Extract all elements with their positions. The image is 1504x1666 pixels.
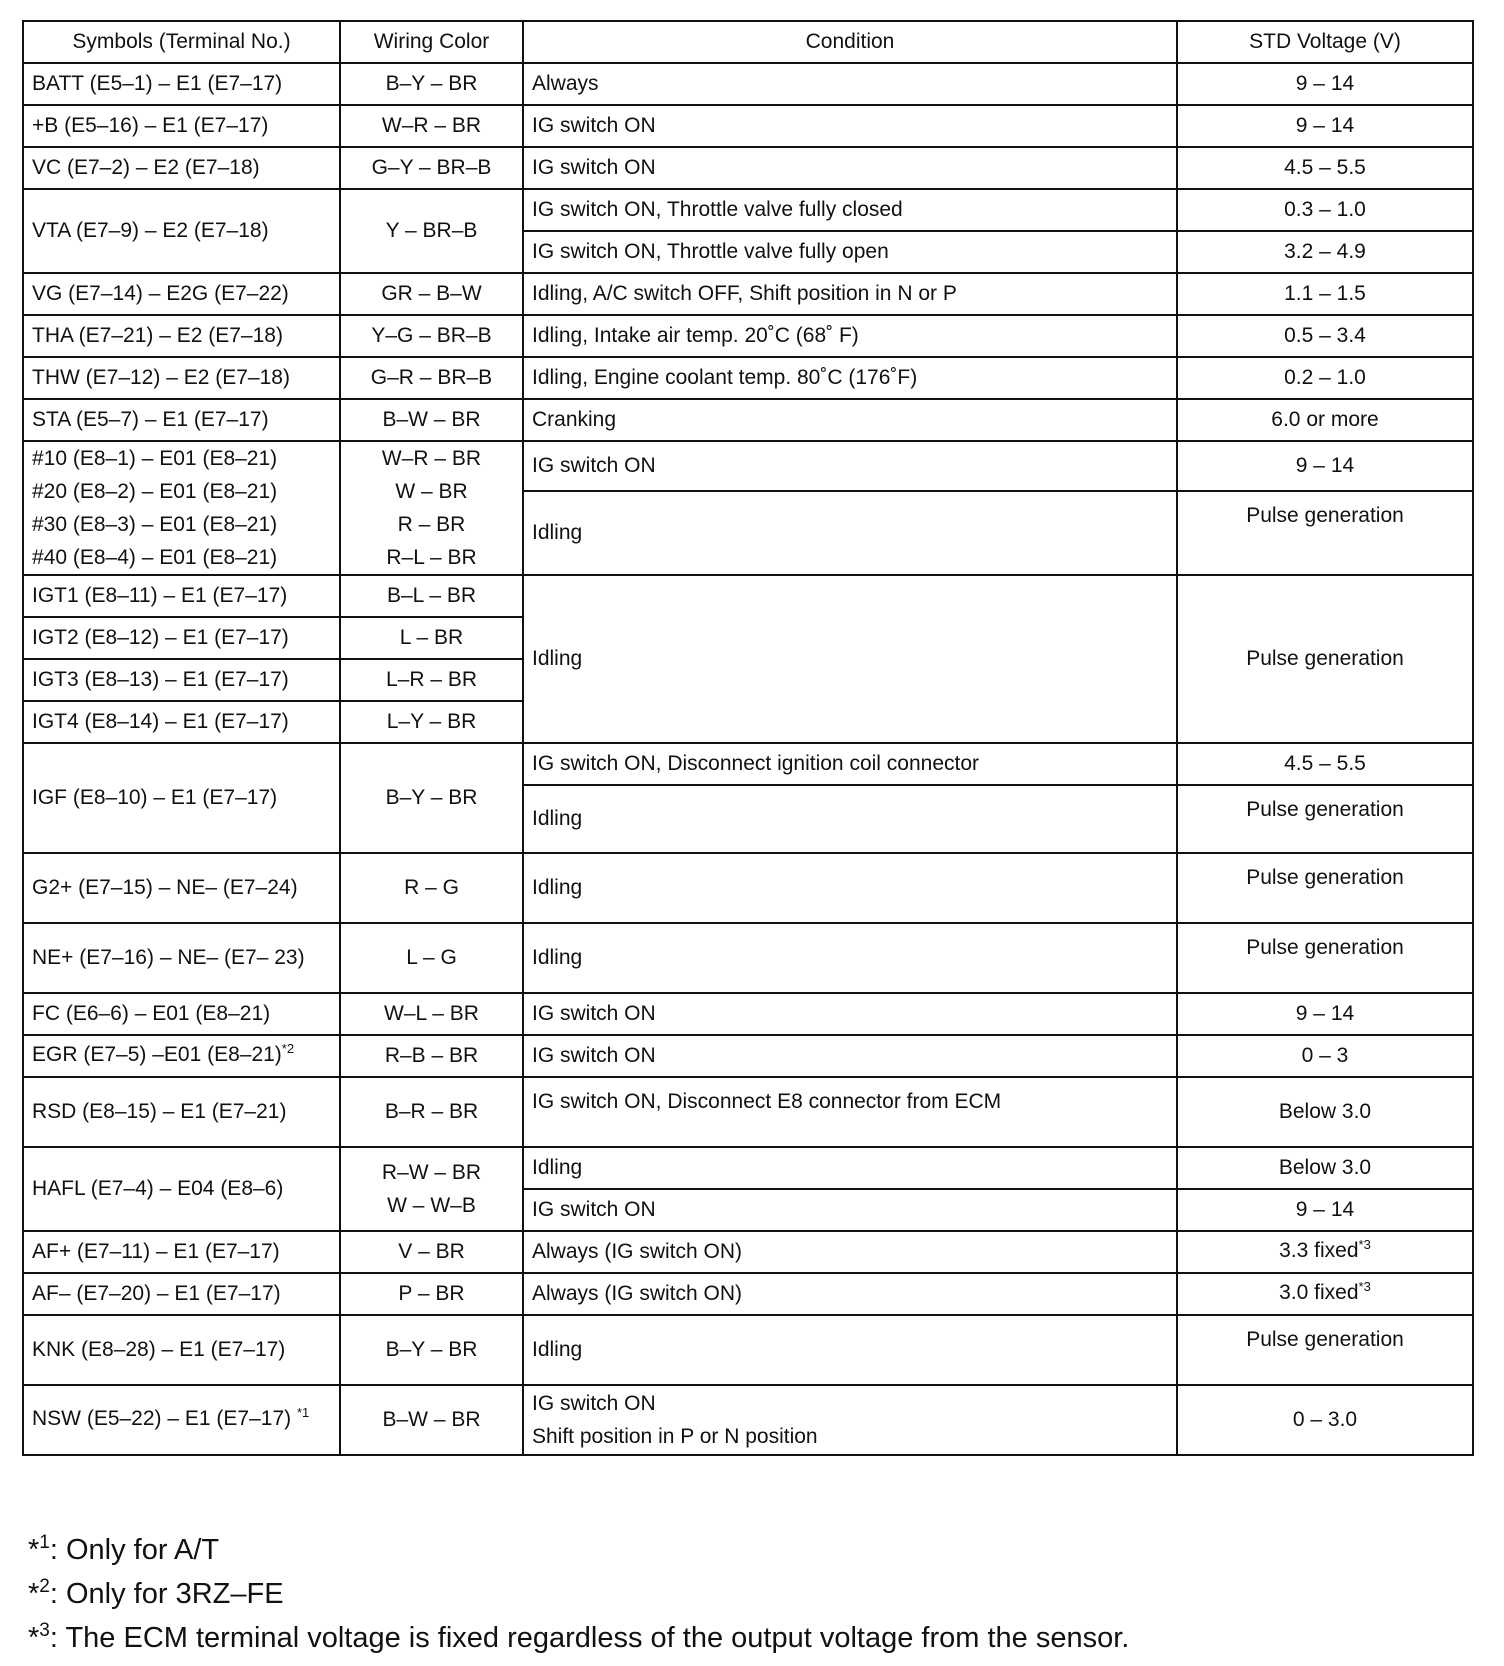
cell-symbol: THA (E7–21) – E2 (E7–18) bbox=[23, 315, 340, 357]
table-row-af-minus bbox=[23, 1273, 1473, 1315]
cell-wiring: B–L – BR bbox=[340, 575, 523, 617]
cell-wiring: V – BR bbox=[340, 1231, 523, 1273]
table-row-thw bbox=[23, 357, 1473, 399]
footnote-text: : Only for 3RZ–FE bbox=[49, 1578, 284, 1610]
cell-symbol: AF+ (E7–11) – E1 (E7–17) bbox=[23, 1231, 340, 1273]
cell-wiring: B–W – BR bbox=[340, 399, 523, 441]
cell-voltage: Pulse generation bbox=[1177, 491, 1473, 575]
table-row-hafl bbox=[23, 1147, 1473, 1189]
nsw-condition-line: IG switch ON bbox=[532, 1392, 656, 1415]
cell-wiring: B–R – BR bbox=[340, 1077, 523, 1147]
cell-wiring-hafl bbox=[340, 1147, 523, 1231]
cell-voltage: 9 – 14 bbox=[1177, 1189, 1473, 1231]
cell-voltage: 4.5 – 5.5 bbox=[1177, 743, 1473, 785]
cell-voltage: Pulse generation bbox=[1177, 1315, 1473, 1385]
cell-wiring: Y – BR–B bbox=[340, 189, 523, 273]
cell-wiring: B–Y – BR bbox=[340, 743, 523, 853]
table-row-batt bbox=[23, 63, 1473, 105]
cell-symbol: BATT (E5–1) – E1 (E7–17) bbox=[23, 63, 340, 105]
cell-voltage: 0 – 3.0 bbox=[1177, 1385, 1473, 1455]
cell-condition: Cranking bbox=[523, 399, 1177, 441]
table-row-tha bbox=[23, 315, 1473, 357]
cell-wiring: L – G bbox=[340, 923, 523, 993]
header-symbols: Symbols (Terminal No.) bbox=[23, 21, 340, 63]
injector-symbol: #10 (E8–1) – E01 (E8–21) bbox=[32, 447, 278, 470]
table-row-plus-b bbox=[23, 105, 1473, 147]
cell-symbol: IGT2 (E8–12) – E1 (E7–17) bbox=[23, 617, 340, 659]
cell-symbol: THW (E7–12) – E2 (E7–18) bbox=[23, 357, 340, 399]
cell-voltage: Pulse generation bbox=[1177, 575, 1473, 743]
cell-symbol: STA (E5–7) – E1 (E7–17) bbox=[23, 399, 340, 441]
footnote-text: : The ECM terminal voltage is fixed regardless of the output voltage from the sensor. bbox=[49, 1622, 1130, 1654]
cell-voltage: 1.1 – 1.5 bbox=[1177, 273, 1473, 315]
cell-symbol: VC (E7–2) – E2 (E7–18) bbox=[23, 147, 340, 189]
injector-wiring: R–L – BR bbox=[386, 546, 477, 569]
cell-voltage: 6.0 or more bbox=[1177, 399, 1473, 441]
cell-wiring: B–Y – BR bbox=[340, 1315, 523, 1385]
cell-condition: IG switch ON bbox=[523, 1035, 1177, 1077]
table-header-row bbox=[23, 21, 1473, 63]
injector-wiring: R – BR bbox=[397, 513, 466, 536]
cell-condition-nsw bbox=[523, 1385, 1177, 1455]
cell-voltage: Pulse generation bbox=[1177, 853, 1473, 923]
table-row-nsw bbox=[23, 1385, 1473, 1455]
injector-wiring: W–R – BR bbox=[381, 447, 482, 470]
cell-condition: IG switch ON bbox=[523, 1189, 1177, 1231]
cell-symbol: IGT3 (E8–13) – E1 (E7–17) bbox=[23, 659, 340, 701]
afm-footnote-mark: *3 bbox=[1358, 1279, 1371, 1294]
cell-symbol: IGT4 (E8–14) – E1 (E7–17) bbox=[23, 701, 340, 743]
cell-wiring: GR – B–W bbox=[340, 273, 523, 315]
cell-condition: Idling bbox=[523, 785, 1177, 853]
cell-voltage: 9 – 14 bbox=[1177, 993, 1473, 1035]
afp-voltage-text: 3.3 fixed bbox=[1279, 1239, 1359, 1262]
footnote-3: *$^3$: The ECM terminal voltage is fixed regardless of the output voltage from the sensor. bbox=[28, 1620, 1130, 1654]
cell-wiring: G–R – BR–B bbox=[340, 357, 523, 399]
table-row-injectors bbox=[23, 441, 1473, 491]
injector-symbol: #40 (E8–4) – E01 (E8–21) bbox=[32, 546, 278, 569]
table-row-vta bbox=[23, 189, 1473, 231]
cell-condition: Idling, Intake air temp. 20˚C (68˚ F) bbox=[523, 315, 1177, 357]
cell-symbol-egr bbox=[23, 1035, 340, 1077]
table-row-egr bbox=[23, 1035, 1473, 1077]
cell-symbol: FC (E6–6) – E01 (E8–21) bbox=[23, 993, 340, 1035]
cell-voltage: 4.5 – 5.5 bbox=[1177, 147, 1473, 189]
header-wiring-color: Wiring Color bbox=[340, 21, 523, 63]
cell-wiring: B–W – BR bbox=[340, 1385, 523, 1455]
footnotes bbox=[28, 1530, 1129, 1662]
table-row-igf bbox=[23, 743, 1473, 785]
cell-symbol: AF– (E7–20) – E1 (E7–17) bbox=[23, 1273, 340, 1315]
cell-wiring: L–Y – BR bbox=[340, 701, 523, 743]
cell-voltage: 9 – 14 bbox=[1177, 441, 1473, 491]
table-row-igt1 bbox=[23, 575, 1473, 617]
cell-symbol: KNK (E8–28) – E1 (E7–17) bbox=[23, 1315, 340, 1385]
cell-symbol: VTA (E7–9) – E2 (E7–18) bbox=[23, 189, 340, 273]
cell-voltage: 0.2 – 1.0 bbox=[1177, 357, 1473, 399]
cell-symbol-nsw bbox=[23, 1385, 340, 1455]
cell-symbol: IGF (E8–10) – E1 (E7–17) bbox=[23, 743, 340, 853]
table-row-knk bbox=[23, 1315, 1473, 1385]
cell-voltage: 3.2 – 4.9 bbox=[1177, 231, 1473, 273]
table-row-vg bbox=[23, 273, 1473, 315]
cell-condition: Always (IG switch ON) bbox=[523, 1273, 1177, 1315]
cell-condition: Idling bbox=[523, 923, 1177, 993]
cell-condition: Idling bbox=[523, 853, 1177, 923]
table-row-fc bbox=[23, 993, 1473, 1035]
cell-condition: IG switch ON bbox=[523, 441, 1177, 491]
hafl-wiring: R–W – BR bbox=[381, 1161, 482, 1184]
table-row-ne bbox=[23, 923, 1473, 993]
cell-voltage-afp bbox=[1177, 1231, 1473, 1273]
cell-wiring: B–Y – BR bbox=[340, 63, 523, 105]
cell-symbol: RSD (E8–15) – E1 (E7–21) bbox=[23, 1077, 340, 1147]
cell-symbol: HAFL (E7–4) – E04 (E8–6) bbox=[23, 1147, 340, 1231]
cell-wiring: G–Y – BR–B bbox=[340, 147, 523, 189]
cell-wiring-injectors bbox=[340, 441, 523, 575]
cell-voltage: 0 – 3 bbox=[1177, 1035, 1473, 1077]
table-row-af-plus bbox=[23, 1231, 1473, 1273]
cell-condition: IG switch ON, Throttle valve fully open bbox=[523, 231, 1177, 273]
afp-footnote-mark: *3 bbox=[1358, 1237, 1371, 1252]
cell-condition: Idling, A/C switch OFF, Shift position in N or P bbox=[523, 273, 1177, 315]
cell-voltage: 9 – 14 bbox=[1177, 63, 1473, 105]
footnote-text: : Only for A/T bbox=[49, 1534, 220, 1566]
nsw-condition-line: Shift position in P or N position bbox=[532, 1425, 818, 1448]
cell-symbol: IGT1 (E8–11) – E1 (E7–17) bbox=[23, 575, 340, 617]
cell-symbol: G2+ (E7–15) – NE– (E7–24) bbox=[23, 853, 340, 923]
injector-symbol: #20 (E8–2) – E01 (E8–21) bbox=[32, 480, 278, 503]
cell-wiring: W–R – BR bbox=[340, 105, 523, 147]
cell-voltage: 9 – 14 bbox=[1177, 105, 1473, 147]
injector-symbol: #30 (E8–3) – E01 (E8–21) bbox=[32, 513, 278, 536]
header-condition: Condition bbox=[523, 21, 1177, 63]
cell-condition: Idling bbox=[523, 1315, 1177, 1385]
footnote-number: 3 bbox=[39, 1620, 50, 1641]
footnote-number: 2 bbox=[39, 1576, 50, 1597]
cell-wiring: L–R – BR bbox=[340, 659, 523, 701]
cell-condition: IG switch ON, Disconnect E8 connector from ECM bbox=[523, 1077, 1177, 1147]
afm-voltage-text: 3.0 fixed bbox=[1279, 1281, 1359, 1304]
cell-condition: Always (IG switch ON) bbox=[523, 1231, 1177, 1273]
cell-symbol: VG (E7–14) – E2G (E7–22) bbox=[23, 273, 340, 315]
cell-wiring: P – BR bbox=[340, 1273, 523, 1315]
footnote-2: *$^2$: Only for 3RZ–FE bbox=[28, 1576, 284, 1610]
cell-voltage-afm bbox=[1177, 1273, 1473, 1315]
cell-voltage: Below 3.0 bbox=[1177, 1077, 1473, 1147]
table-row-vc bbox=[23, 147, 1473, 189]
cell-symbol: NE+ (E7–16) – NE– (E7– 23) bbox=[23, 923, 340, 993]
egr-symbol-text: EGR (E7–5) –E01 (E8–21) bbox=[32, 1043, 282, 1066]
cell-condition: Idling bbox=[523, 575, 1177, 743]
table-row-sta bbox=[23, 399, 1473, 441]
egr-footnote-mark: *2 bbox=[281, 1041, 295, 1056]
cell-voltage: 0.5 – 3.4 bbox=[1177, 315, 1473, 357]
injector-wiring: W – BR bbox=[395, 480, 468, 503]
cell-wiring: L – BR bbox=[340, 617, 523, 659]
nsw-footnote-mark: *1 bbox=[296, 1405, 310, 1420]
cell-wiring: R–B – BR bbox=[340, 1035, 523, 1077]
cell-voltage: Pulse generation bbox=[1177, 923, 1473, 993]
table-row-rsd bbox=[23, 1077, 1473, 1147]
cell-symbol: +B (E5–16) – E1 (E7–17) bbox=[23, 105, 340, 147]
hafl-wiring: W – W–B bbox=[387, 1194, 476, 1217]
terminal-voltage-table bbox=[22, 20, 1474, 1456]
cell-wiring: Y–G – BR–B bbox=[340, 315, 523, 357]
cell-condition: IG switch ON bbox=[523, 105, 1177, 147]
cell-condition: Idling bbox=[523, 491, 1177, 575]
cell-condition: IG switch ON, Throttle valve fully closed bbox=[523, 189, 1177, 231]
cell-condition: IG switch ON, Disconnect ignition coil connector bbox=[523, 743, 1177, 785]
cell-condition: Idling bbox=[523, 1147, 1177, 1189]
footnote-number: 1 bbox=[39, 1532, 50, 1553]
cell-condition: Always bbox=[523, 63, 1177, 105]
cell-voltage: 0.3 – 1.0 bbox=[1177, 189, 1473, 231]
header-std-voltage: STD Voltage (V) bbox=[1177, 21, 1473, 63]
cell-condition: Idling, Engine coolant temp. 80˚C (176˚F) bbox=[523, 357, 1177, 399]
cell-voltage: Pulse generation bbox=[1177, 785, 1473, 853]
footnote-1: *$^1$: Only for A/T bbox=[28, 1532, 220, 1566]
nsw-symbol-text: NSW (E5–22) – E1 (E7–17) bbox=[32, 1407, 292, 1430]
cell-condition: IG switch ON bbox=[523, 993, 1177, 1035]
cell-condition: IG switch ON bbox=[523, 147, 1177, 189]
cell-symbol-injectors bbox=[23, 441, 340, 575]
cell-voltage: Below 3.0 bbox=[1177, 1147, 1473, 1189]
table-row-g2 bbox=[23, 853, 1473, 923]
cell-wiring: R – G bbox=[340, 853, 523, 923]
cell-wiring: W–L – BR bbox=[340, 993, 523, 1035]
